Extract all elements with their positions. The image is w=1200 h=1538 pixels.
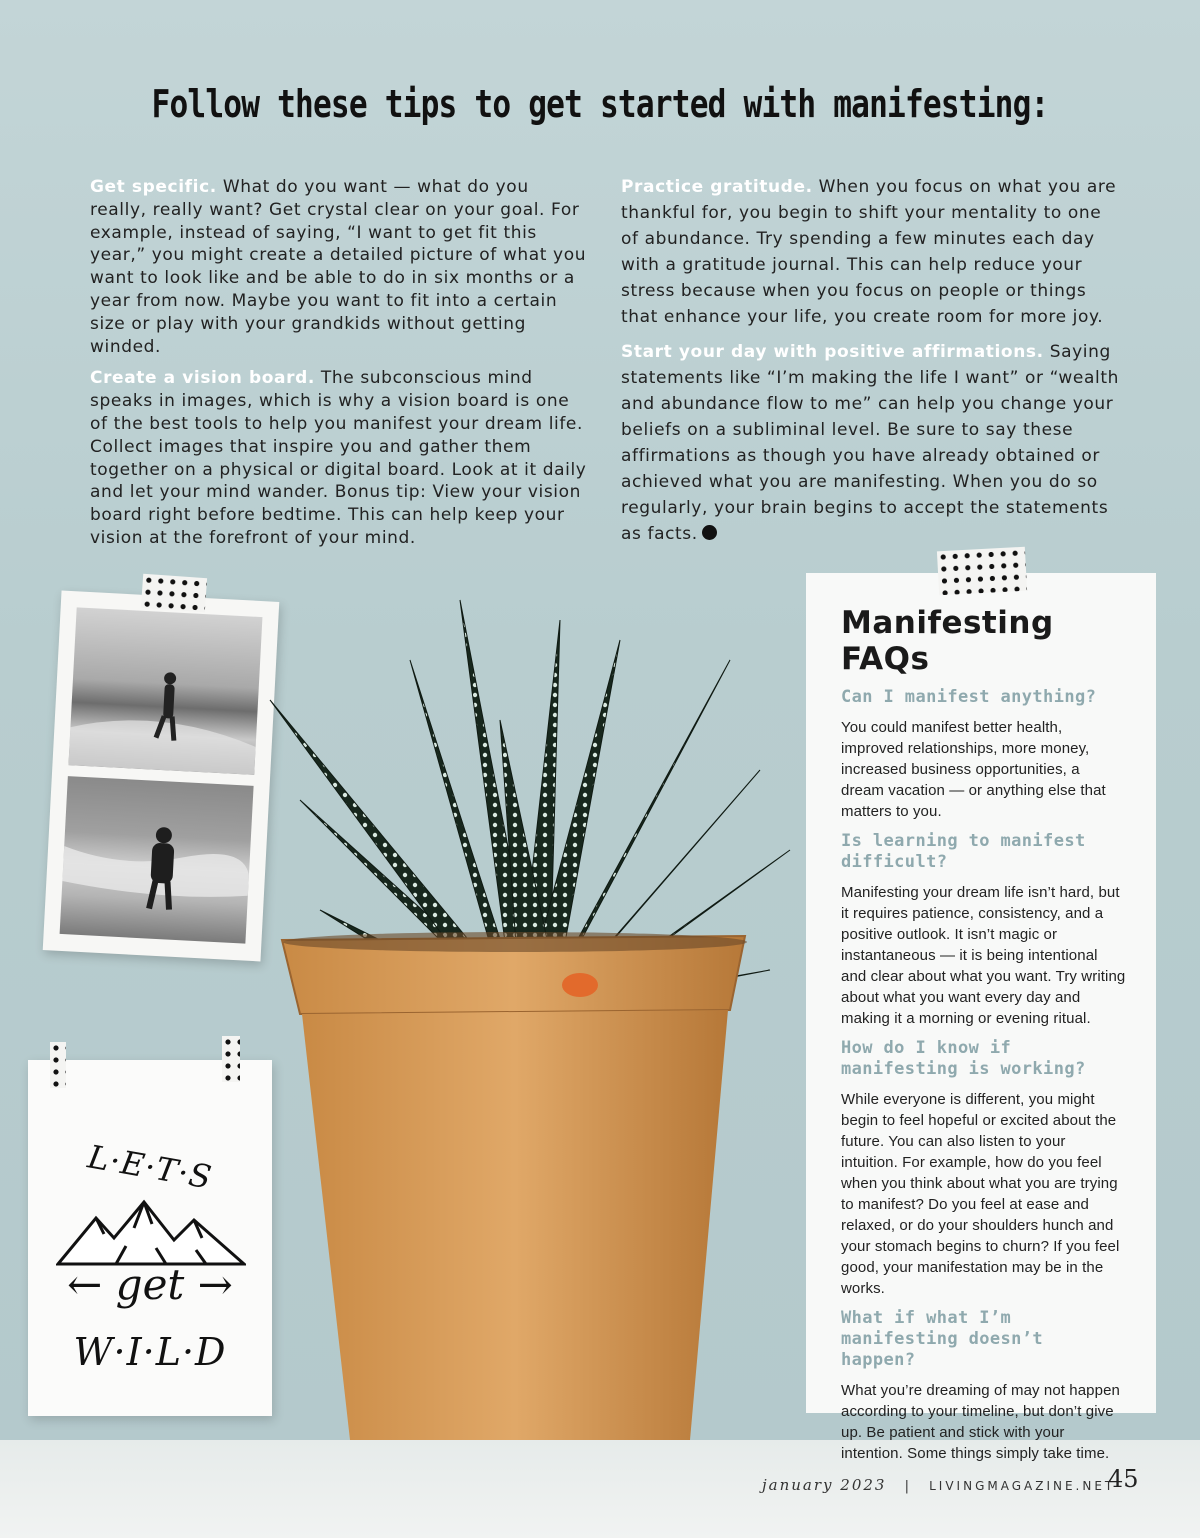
- faq-title: Manifesting FAQs: [841, 605, 1054, 677]
- page-headline: Follow these tips to get started with manifesting:: [151, 82, 1049, 126]
- tip-lead: Create a vision board.: [90, 368, 315, 389]
- polka-tape: [937, 547, 1027, 596]
- tip-lead: Start your day with positive affirmations.: [621, 342, 1044, 362]
- faq-question: Can I manifest anything?: [841, 687, 1097, 707]
- faq-question: What if what I’m manifesting doesn’t happen?: [841, 1308, 1044, 1370]
- right-text-column: [621, 174, 1121, 556]
- wild-card-line: L·E·T·S: [84, 1137, 216, 1197]
- tip-paragraph: [90, 176, 590, 358]
- page-footer: [762, 1476, 1115, 1494]
- potted-succulent-image: [260, 580, 800, 1440]
- polka-tape: [141, 574, 207, 612]
- photo-strip: [43, 591, 280, 962]
- tip-text: Saying statements like “I’m making the life I want” or “wealth and abundance flow to me” can help you change your beliefs on a subliminal level. Be sure to say these affirmations as though you have already obtained or achieved what you are manifesting. When you do so regularly, your brain begins to accept the statements as facts.: [621, 342, 1119, 544]
- page-number: 45: [1108, 1465, 1139, 1493]
- mountains-icon: [56, 1198, 246, 1268]
- left-text-column: [90, 176, 590, 559]
- tip-text: What do you want — what do you really, really want? Get crystal clear on your goal. For example, instead of saying, “I want to get fit this year,” you might create a detailed picture of what you want to look like and be able to do in six months or a year from now. Maybe you want to fit into a certain size or play with your grandkids without getting winded.: [90, 177, 587, 357]
- faq-answer: Manifesting your dream life isn’t hard, but it requires patience, consistency, and a positive outlook. It isn’t magic or instantaneous — it is being intentional and clear about what you want. Try writing about what you want every day and making it a morning or evening ritual.: [841, 884, 1126, 1027]
- tip-paragraph: [621, 339, 1121, 547]
- faq-card: [806, 573, 1156, 1462]
- polka-tape: [222, 1036, 240, 1082]
- faq-question: How do I know if manifesting is working?: [841, 1038, 1086, 1079]
- issue-date: january 2023: [762, 1476, 887, 1494]
- walking-person-icon: [60, 776, 254, 944]
- lets-get-wild-card: [28, 1060, 272, 1416]
- tip-lead: Get specific.: [90, 177, 217, 197]
- footer-separator: |: [904, 1479, 911, 1494]
- polka-tape: [50, 1042, 66, 1088]
- wild-card-line: ← get →: [67, 1260, 233, 1309]
- tip-paragraph: [90, 367, 590, 549]
- wild-card-line: W·I·L·D: [73, 1330, 227, 1374]
- beach-photo: [60, 776, 254, 944]
- walking-person-icon: [68, 607, 262, 775]
- website-link[interactable]: LIVINGMAGAZINE.NET: [929, 1479, 1116, 1493]
- lm-logo-icon: [702, 525, 717, 540]
- tip-lead: Practice gratitude.: [621, 177, 813, 197]
- tip-paragraph: [621, 174, 1121, 330]
- faq-answer: What you’re dreaming of may not happen according to your timeline, but don’t give up. Be patient and stick with your intention. Some things simply take time.: [841, 1382, 1120, 1462]
- faq-answer: You could manifest better health, improved relationships, more money, increased business opportunities, a dream vacation — or anything else that matters to you.: [841, 719, 1106, 820]
- beach-photo: [68, 607, 262, 775]
- tip-text: When you focus on what you are thankful for, you begin to shift your mentality to one of abundance. Try spending a few minutes each day with a gratitude journal. This can help reduce your stress because when you focus on people or things that enhance your life, you create room for more joy.: [621, 177, 1117, 327]
- faq-question: Is learning to manifest difficult?: [841, 831, 1086, 872]
- tip-text: The subconscious mind speaks in images, which is why a vision board is one of the best tools to help you manifest your dream life. Collect images that inspire you and gather them together on a physical or digital board. Look at it daily and let your mind wander. Bonus tip: View your vision board right before bedtime. This can help keep your vision at the forefront of your mind.: [90, 368, 587, 548]
- faq-answer: While everyone is different, you might begin to feel hopeful or excited about the future. You can also listen to your intuition. For example, how do you feel when you think about what you are trying to manifest? Do you feel at ease and relaxed, or do your shoulders hunch and your stomach begins to churn? If you feel good, your manifestation may be in the works.: [841, 1091, 1120, 1297]
